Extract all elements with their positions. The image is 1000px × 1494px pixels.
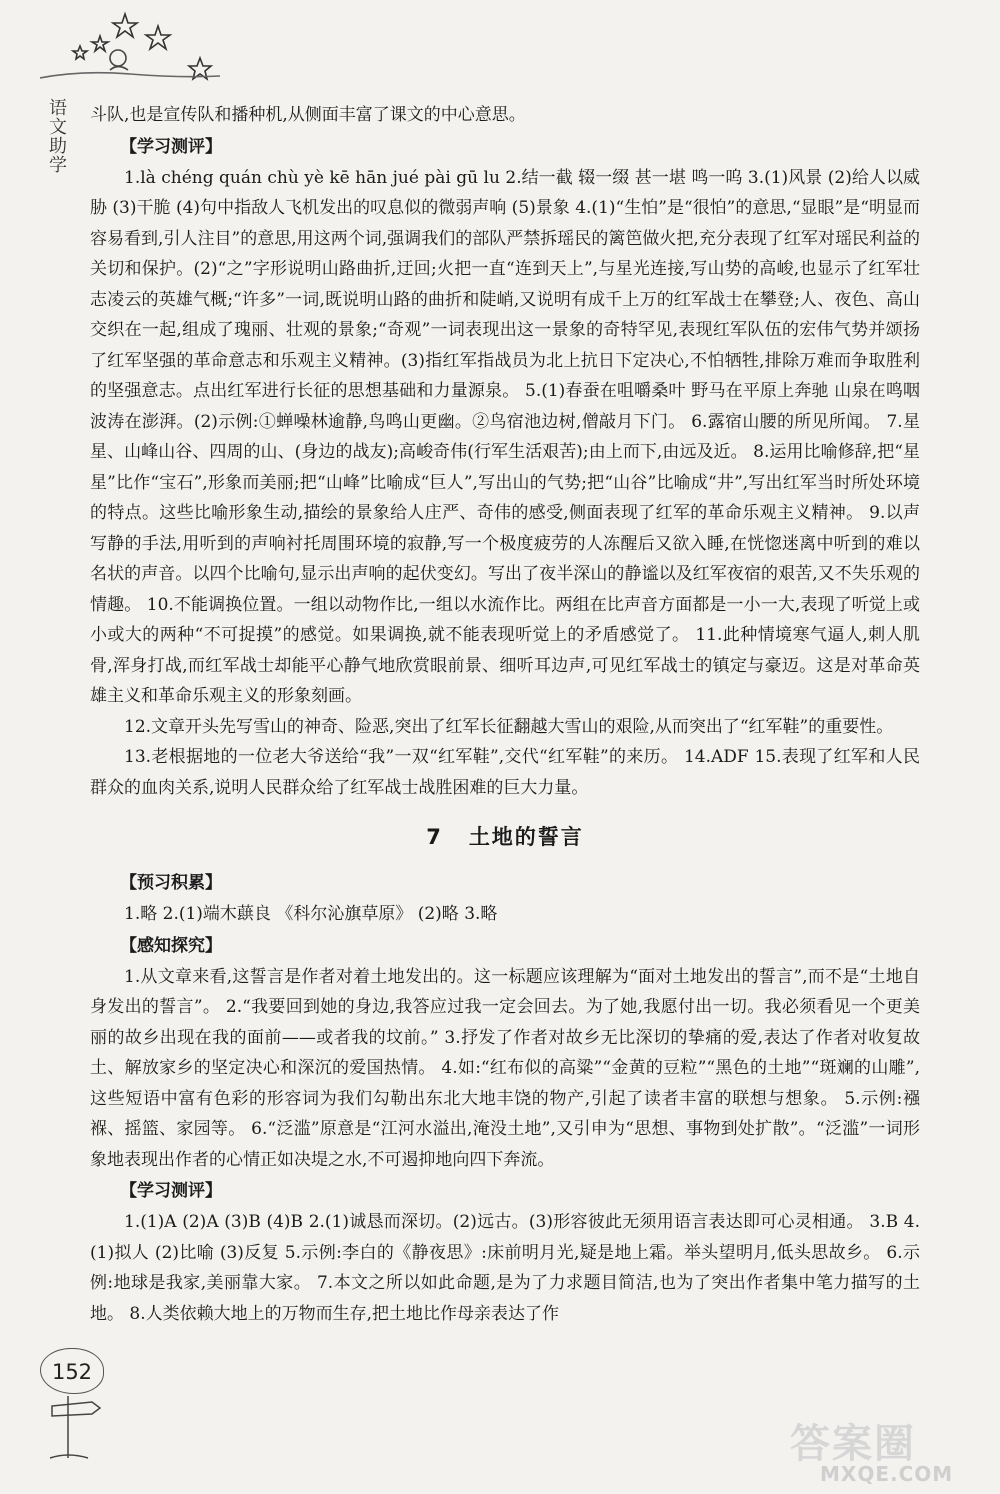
page-number: 152 [51,1360,93,1384]
section-heading-preview: 【预习积累】 [120,873,222,893]
chapter-name: 土地的誓言 [468,825,584,849]
stars-illustration [40,8,220,88]
star-icon [73,46,87,59]
star-icon [146,26,170,49]
watermark-url: MXQE.COM [820,1462,954,1486]
answer-paragraph: 1.(1)A (2)A (3)B (4)B 2.(1)诚恳而深切。(2)远古。(3)形容彼此无须用语言表达即可心灵相通。 3.B 4.(1)拟人 (2)比喻 (3)反复 5.示例:李白的《静夜思》:床前明月光,疑是地上霜。举头望明月,低头思故乡。 6.示例:地球是我家,美丽靠大家。 7.本文之所以如此命题,是为了力求题目简洁,也为了突出作者集中笔力描写的土地。 8.人类依赖大地上的万物而生存,把土地比作母亲表达了作 [90,1212,920,1324]
main-content [90,100,920,1329]
watermark [790,1412,990,1492]
chapter-number: 7 [426,825,443,849]
star-icon [113,14,137,37]
carry-over-text: 斗队,也是宣传队和播种机,从侧面丰富了课文的中心意思。 [90,105,526,125]
answer-paragraph: 12.文章开头先写雪山的神奇、险恶,突出了红军长征翻越大雪山的艰险,从而突出了“红军鞋”的重要性。 [124,716,894,737]
answer-paragraph: 13.老根据地的一位老大爷送给“我”一双“红军鞋”,交代“红军鞋”的来历。 14.ADF 15.表现了红军和人民群众的血肉关系,说明人民群众给了红军战士战胜困难的巨大力量。 [90,747,920,798]
signpost-icon [48,1392,108,1462]
answer-paragraph: 1.从文章来看,这誓言是作者对着土地发出的。这一标题应该理解为“面对土地发出的誓言”,而不是“土地自身发出的誓言”。 2.“我要回到她的身边,我答应过我一定会回去。为了她,我愿付出一切。我必须看见一个更美丽的故乡出现在我的面前——或者我的坟前。” 3.抒发了作者对故乡无比深切的挚痛的爱,表达了作者对收复故土、解放家乡的坚定决心和深沉的爱国热情。 4.如:“红布似的高粱”“金黄的豆粒”“黑色的土地”“斑斓的山雕”,这些短语中富有色彩的形容词为我们勾勒出东北大地丰饶的物产,引起了读者丰富的联想与想象。 5.示例:襁褓、摇篮、家园等。 6.“泛滥”原意是“江河水溢出,淹没土地”,又引申为“思想、事物到处扩散”。“泛滥”一词形象地表现出作者的心情正如决堤之水,不可遏抑地向四下奔流。 [90,966,920,1170]
answer-paragraph: 1.là chéng quán chù yè kē hān jué pài gū lu 2.结一截 辍一缀 甚一堪 鸣一呜 3.(1)风景 (2)给人以威胁 (3)干脆 (4)句中指敌人飞机发出的叹息似的微弱声响 (5)景象 4.(1)“生怕”是“很怕”的意思,“显眼”是“明显而容易看到,引人注目”的意思,用这两个词,强调我们的部队严禁拆瑶民的篱笆做火把,充分表现了红军对瑶民利益的关切和保护。(2)“之”字形说明山路曲折,迂回;火把一直“连到天上”,与星光连接,写山势的高峻,也显示了红军壮志凌云的英雄气概;“许多”一词,既说明山路的曲折和陡峭,又说明有成千上万的红军战士在攀登;人、夜色、高山交织在一起,组成了瑰丽、壮观的景象;“奇观”一词表现出这一景象的奇特罕见,表现红军队伍的宏伟气势并颂扬了红军坚强的革命意志和乐观主义精神。(3)指红军指战员为北上抗日下定决心,不怕牺牲,排除万难而争取胜利的坚强意志。点出红军进行长征的思想基础和力量源泉。 5.(1)春蚕在咀嚼桑叶 野马在平原上奔驰 山泉在鸣咽 波涛在澎湃。(2)示例:①蝉噪林逾静,鸟鸣山更幽。②鸟宿池边树,僧敲月下门。 6.露宿山腰的所见所闻。 7.星星、山峰山谷、四周的山、(身边的战友);高峻奇伟(行军生活艰苦);由上而下,由远及近。 8.运用比喻修辞,把“星星”比作“宝石”,形象而美丽;把“山峰”比喻成“巨人”,写出山的气势;把“山谷”比喻成“井”,写出红军当时所处环境的特点。这些比喻形象生动,描绘的景象给人庄严、奇伟的感受,侧面表现了红军的革命乐观主义精神。 9.以声写静的手法,用听到的声响衬托周围环境的寂静,写一个极度疲劳的人冻醒后又欲入睡,在恍惚迷离中听到的难以名状的声音。以四个比喻句,显示出声响的起伏变幻。写出了夜半深山的静谧以及红军夜宿的艰苦,又不失乐观的情趣。 10.不能调换位置。一组以动物作比,一组以水流作比。两组在比声音方面都是一小一大,表现了听觉上或小或大的两种“不可捉摸”的感觉。如果调换,就不能表现听觉上的矛盾感觉了。 11.此种情境寒气逼人,刺人肌骨,浑身打战,而红军战士却能平心静气地欣赏眼前景、细听耳边声,可见红军战士的镇定与豪迈。这是对革命英雄主义和革命乐观主义的形象刻画。 [90,167,920,706]
side-label: 语文助学 [46,98,67,174]
section-heading-perception: 【感知探究】 [120,935,222,956]
star-icon [92,36,108,51]
section-heading-learning-assessment: 【学习测评】 [120,136,222,157]
watermark-logo: 答案圈 [790,1421,916,1467]
chapter-title [90,821,920,851]
section-heading-learning-assessment-2: 【学习测评】 [120,1181,222,1201]
answer-paragraph: 1.略 2.(1)端木蕻良 《科尔沁旗草原》 (2)略 3.略 [124,904,498,924]
